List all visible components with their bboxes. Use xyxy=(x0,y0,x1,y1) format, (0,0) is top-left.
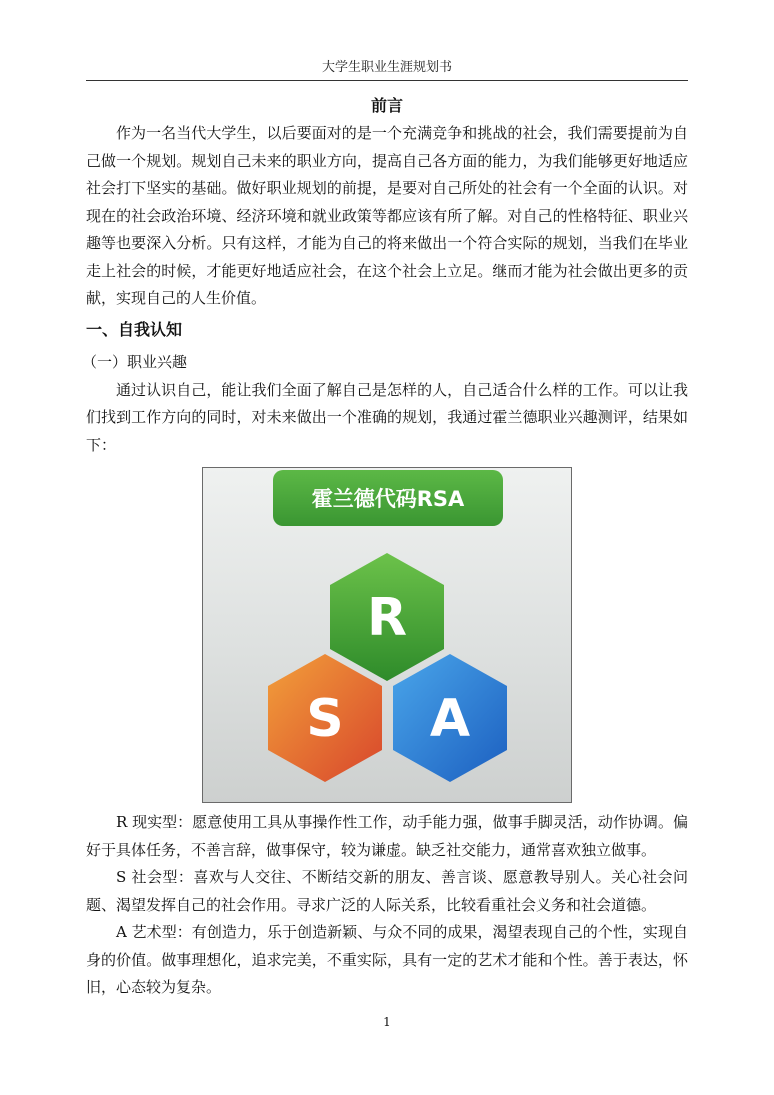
holland-code-figure xyxy=(202,467,572,803)
section-heading: 一、自我认知 xyxy=(86,319,183,339)
running-header: 大学生职业生涯规划书 xyxy=(321,60,452,75)
header-rule xyxy=(86,80,688,81)
banner-text: 霍兰德代码RSA xyxy=(311,487,465,511)
hexagon-r xyxy=(330,553,444,681)
hexagon-s xyxy=(268,654,382,782)
description-realistic: R 现实型：愿意使用工具从事操作性工作，动手能力强，做事手脚灵活，动作协调。偏好于具体任务，不善言辞，做事保守，较为谦虚。缺乏社交能力，通常喜欢独立做事。 xyxy=(86,813,688,859)
intro-paragraph: 通过认识自己，能让我们全面了解自己是怎样的人，自己适合什么样的工作。可以让我们找到工作方向的同时，对未来做出一个准确的规划，我通过霍兰德职业兴趣测评，结果如下： xyxy=(86,380,688,454)
preface-paragraph: 作为一名当代大学生，以后要面对的是一个充满竞争和挑战的社会，我们需要提前为自己做一个规划。规划自己未来的职业方向，提高自己各方面的能力，为我们能够更好地适应社会打下坚实的基础。做好职业规划的前提，是要对自己所处的社会有一个全面的认识。对现在的社会政治环境、经济环境和就业政策等都应该有所了解。对自己的性格特征、职业兴趣等也要深入分析。只有这样，才能为自己的将来做出一个符合实际的规划，当我们在毕业走上社会的时候，才能更好地适应社会，在这个社会上立足。继而才能为社会做出更多的贡献，实现自己的人生价值。 xyxy=(86,124,688,307)
holland-code-graphic xyxy=(203,468,571,802)
letter-r: R xyxy=(366,588,408,648)
page-content xyxy=(82,92,688,1002)
subsection-heading: （一）职业兴趣 xyxy=(82,352,188,371)
hexagon-a xyxy=(393,654,507,782)
page-number: 1 xyxy=(383,1015,391,1029)
description-artistic: A 艺术型：有创造力，乐于创造新颖、与众不同的成果，渴望表现自己的个性，实现自身的价值。做事理想化，追求完美，不重实际，具有一定的艺术才能和个性。善于表达，怀旧，心态较为复杂。 xyxy=(86,923,688,996)
letter-a: A xyxy=(429,689,471,749)
letter-s: S xyxy=(306,689,344,749)
preface-title: 前言 xyxy=(370,96,403,115)
description-social: S 社会型：喜欢与人交往、不断结交新的朋友、善言谈、愿意教导别人。关心社会问题、渴望发挥自己的社会作用。寻求广泛的人际关系，比较看重社会义务和社会道德。 xyxy=(86,868,688,914)
